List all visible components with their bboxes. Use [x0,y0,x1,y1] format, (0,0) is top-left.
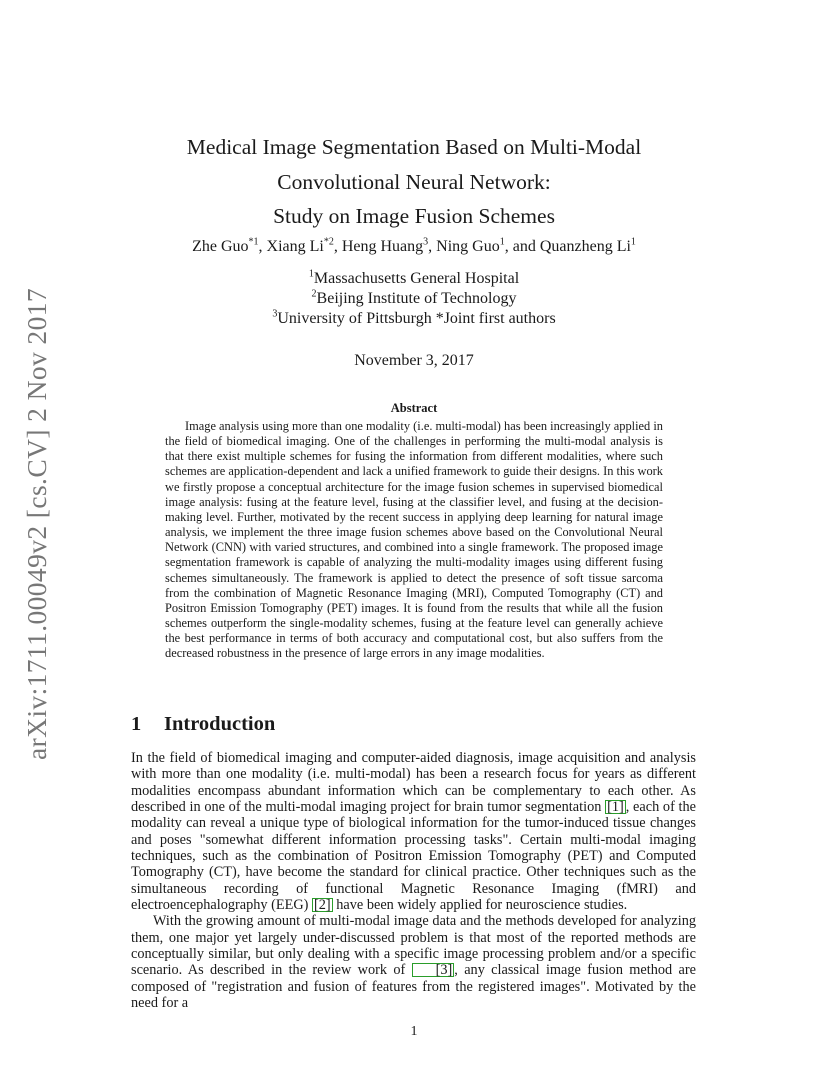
affiliation [0,289,828,309]
paragraph-text: With the growing amount of multi-modal image data and the methods developed for analyzing them, one major yet largely under-discussed problem is that most of the reported methods are conceptually similar, but only dealing with a specific image processing problem and/or a specific scenario. As described in the review work of [131,913,696,979]
author-separator: , [428,238,437,255]
paragraph-text: , any classical image fusion method are composed of "registration and fusion of features from the registered images". Motivated by the need for a [131,962,696,1012]
author-list [0,237,828,257]
author-name: Heng Huang [341,238,424,255]
abstract-text: Image analysis using more than one modality (i.e. multi-modal) has been increasingly applied in the field of biomedical imaging. One of the challenges in performing the multi-modal analysis is that there exist multiple schemes for fusing the information from different modalities, where such schemes are application-dependent and lack a unified framework to guide their designs. In this work we firstly propose a conceptual architecture for the image fusion schemes in supervised biomedical image analysis: fusing at the feature level, fusing at the classifier level, and fusing at the decision-making level. Further, motivated by the recent success in applying deep learning for natural image analysis, we implement the three image fusion schemes above based on the Convolutional Neural Network (CNN) with varied structures, and combined into a single framework. The proposed image segmentation framework is capable of analyzing the multi-modality images using different fusing schemes simultaneously. The framework is applied to detect the presence of soft tissue sarcoma from the combination of Magnetic Resonance Imaging (MRI), Computed Tomography (CT) and Positron Emission Tomography (PET) images. It is found from the results that while all the fusion schemes outperform the single-modality schemes, fusing at the feature level can generally achieve the best performance in terms of both accuracy and computational cost, but also suffers from the decreased robustness in the presence of large errors in any image modalities. [165,419,663,661]
page-number: 1 [410,1024,418,1039]
citation-link[interactable]: [2] [314,897,331,914]
paper-title [0,130,828,234]
paragraph-text: have been widely applied for neuroscience studies. [332,897,628,914]
author-mark: 1 [630,236,636,248]
affiliation-name: Beijing Institute of Technology [316,290,517,307]
affiliation-mark: 1 [308,268,314,280]
author-separator: , [333,238,342,255]
author-mark: *2 [323,236,334,248]
author-separator: , [258,238,267,255]
section-title: Introduction [164,713,276,735]
affiliation [0,309,828,329]
affiliation-name: Massachusetts General Hospital [313,270,520,287]
title-line-2: Convolutional Neural Network: [277,169,551,194]
abstract-heading: Abstract [390,401,438,415]
section-number: 1 [131,713,142,735]
paragraph-text: , each of the modality can reveal a unique type of biological information for the tumor-induced tissue changes and poses "somewhat different information processing tasks". Certain multi-modal imaging techniques, such as the combination of Positron Emission Tomography (PET) and Computed Tomography (CT), have become the standard for clinical practice. Other techniques such as the simultaneous recording of functional Magnetic Resonance Imaging (fMRI) and electroencephalography (EEG) [131,799,697,914]
paragraph [131,913,696,1011]
paragraph [131,750,696,913]
author-name: Xiang Li [266,238,324,255]
affiliation-mark: 2 [311,288,317,300]
title-line-3: Study on Image Fusion Schemes [273,204,555,228]
affiliation-mark: 3 [272,308,278,320]
author-separator: , and [504,238,540,255]
affiliation [0,269,828,289]
author-name: Quanzheng Li [539,238,631,255]
author-mark: 1 [499,236,505,248]
introduction-body [131,750,696,1012]
section-heading [131,713,275,736]
paragraph-text: In the field of biomedical imaging and computer-aided diagnosis, image acquisition and analysis with more than one modality (i.e. multi-modal) has been a research focus for years as different modalities encompass abundant information which can be complementary to each other. As described in one of the multi-modal imaging project for brain tumor segmentation [131,750,696,816]
publication-date: November 3, 2017 [354,352,474,369]
author-mark: *1 [248,236,259,248]
citation-link[interactable]: [3] [412,963,455,977]
arxiv-identifier: arXiv:1711.00049v2 [cs.CV] 2 Nov 2017 [21,287,53,761]
affiliation-name: University of Pittsburgh *Joint first authors [277,310,556,327]
author-name: Ning Guo [436,238,500,255]
citation-link[interactable]: [1] [607,799,624,816]
author-mark: 3 [423,236,429,248]
author-name: Zhe Guo [192,238,249,255]
affiliation-list [0,269,828,329]
title-line-1: Medical Image Segmentation Based on Multi-Modal [186,135,642,159]
